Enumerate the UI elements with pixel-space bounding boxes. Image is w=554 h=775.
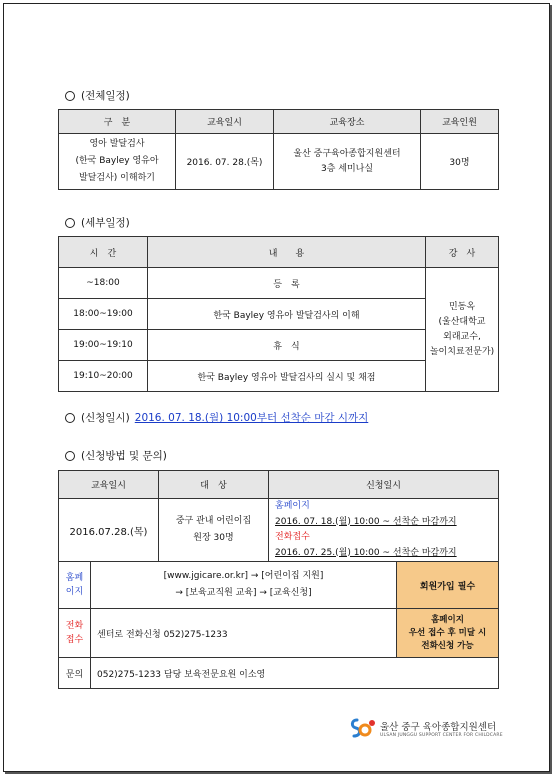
content-cell: 등 록 <box>148 268 426 299</box>
phone-method-label <box>59 609 91 658</box>
phone-apply-label: 전화접수 <box>275 532 310 542</box>
section-apply-method-heading <box>65 448 167 463</box>
header-instructor: 강 사 <box>426 237 499 268</box>
web-method-label <box>59 562 91 609</box>
section-apply-method-title: (신청방법 및 문의) <box>81 450 167 462</box>
phone-label-line: 전화 <box>65 621 84 631</box>
inquiry-label: 문의 <box>59 658 91 689</box>
instructor-line: 외래교수, <box>443 331 481 342</box>
header-edu-date: 교육일시 <box>59 471 159 499</box>
category-line: 발달검사) 이해하기 <box>79 173 155 183</box>
instructor-line: (울산대학교 <box>438 316 486 327</box>
circle-bullet-icon <box>65 218 75 228</box>
web-method-path <box>91 562 397 609</box>
section-overall-title: (전체일정) <box>81 90 130 102</box>
phone-apply-period: 2016. 07. 25.(월) 10:00 ~ 선착순 마감까지 <box>275 547 457 558</box>
center-logo <box>348 716 503 740</box>
content-cell: 휴 식 <box>148 330 426 361</box>
phone-priority-note <box>397 609 499 658</box>
header-date: 교육일시 <box>176 110 274 134</box>
circle-bullet-icon <box>65 91 75 101</box>
header-content: 내 용 <box>148 237 426 268</box>
category-line: (한국 Bayley 영유아 <box>75 156 159 166</box>
edu-date-cell: 2016.07.28.(목) <box>59 499 159 562</box>
time-cell: 18:00~19:00 <box>59 299 148 330</box>
header-apply-date: 신청일시 <box>269 471 499 499</box>
time-cell: 19:00~19:10 <box>59 330 148 361</box>
instructor-line: 놀이치료전문가) <box>429 346 495 357</box>
apply-date-text: 2016. 07. 18.(월) 10:00부터 선착순 마감 시까지 <box>134 412 369 424</box>
center-logo-icon <box>348 716 376 740</box>
apply-schedule-table <box>58 470 499 562</box>
section-overall-heading <box>65 88 130 103</box>
logo-english-name: ULSAN JUNGGU SUPPORT CENTER FOR CHILDCARE <box>380 732 503 738</box>
section-detail-heading <box>65 215 130 230</box>
category-cell <box>59 134 176 190</box>
web-label-line: 이지 <box>65 587 84 597</box>
category-line: 영아 발달검사 <box>89 139 145 149</box>
target-cell <box>159 499 269 562</box>
header-place: 교육장소 <box>274 110 421 134</box>
header-time: 시 간 <box>59 237 148 268</box>
circle-bullet-icon <box>65 413 75 423</box>
header-target: 대 상 <box>159 471 269 499</box>
time-cell: 19:10~20:00 <box>59 361 148 392</box>
note-line: 우선 접수 후 미달 시 <box>408 627 487 638</box>
instructor-cell <box>426 268 499 392</box>
apply-period-cell <box>269 499 499 562</box>
place-cell <box>274 134 421 190</box>
section-detail-title: (세부일정) <box>81 217 130 229</box>
date-cell: 2016. 07. 28.(목) <box>176 134 274 190</box>
section-apply-date-title: (신청일시) <box>81 412 130 424</box>
signup-required-note: 회원가입 필수 <box>397 562 499 609</box>
content-cell: 한국 Bayley 영유아 발달검사의 이해 <box>148 299 426 330</box>
circle-bullet-icon <box>65 451 75 461</box>
web-path-line2: → [보육교직원 교육] → [교육신청] <box>175 588 312 598</box>
header-category: 구 분 <box>59 110 176 134</box>
header-count: 교육인원 <box>421 110 499 134</box>
phone-method-text: 센터로 전화신청 052)275-1233 <box>91 609 397 658</box>
count-cell: 30명 <box>421 134 499 190</box>
web-apply-label: 홈페이지 <box>275 501 310 511</box>
logo-korean-name: 울산 중구 육아종합지원센터 <box>380 721 497 733</box>
web-apply-period: 2016. 07. 18.(월) 10:00 ~ 선착순 마감까지 <box>275 516 457 527</box>
phone-label-line: 접수 <box>65 635 84 645</box>
content-cell: 한국 Bayley 영유아 발달검사의 실시 및 채점 <box>148 361 426 392</box>
inquiry-text: 052)275-1233 담당 보육전문요원 이소영 <box>91 658 499 689</box>
note-line: 홈페이지 <box>431 614 464 625</box>
target-line: 원장 30명 <box>193 533 234 543</box>
time-cell: ~18:00 <box>59 268 148 299</box>
detail-schedule-table <box>58 236 499 392</box>
target-line: 중구 관내 어린이집 <box>175 516 252 526</box>
place-line: 3층 세미나실 <box>320 163 374 174</box>
web-path-line1: [www.jgicare.or.kr] → [어린이집 지원] <box>163 571 324 581</box>
apply-method-table <box>58 561 499 689</box>
web-label-line: 홈페 <box>65 573 84 583</box>
note-line: 전화신청 가능 <box>421 640 474 651</box>
place-line: 울산 중구육아종합지원센터 <box>293 148 401 159</box>
instructor-line: 민동옥 <box>448 301 476 312</box>
section-apply-date-heading <box>65 410 368 425</box>
overall-schedule-table <box>58 109 499 190</box>
